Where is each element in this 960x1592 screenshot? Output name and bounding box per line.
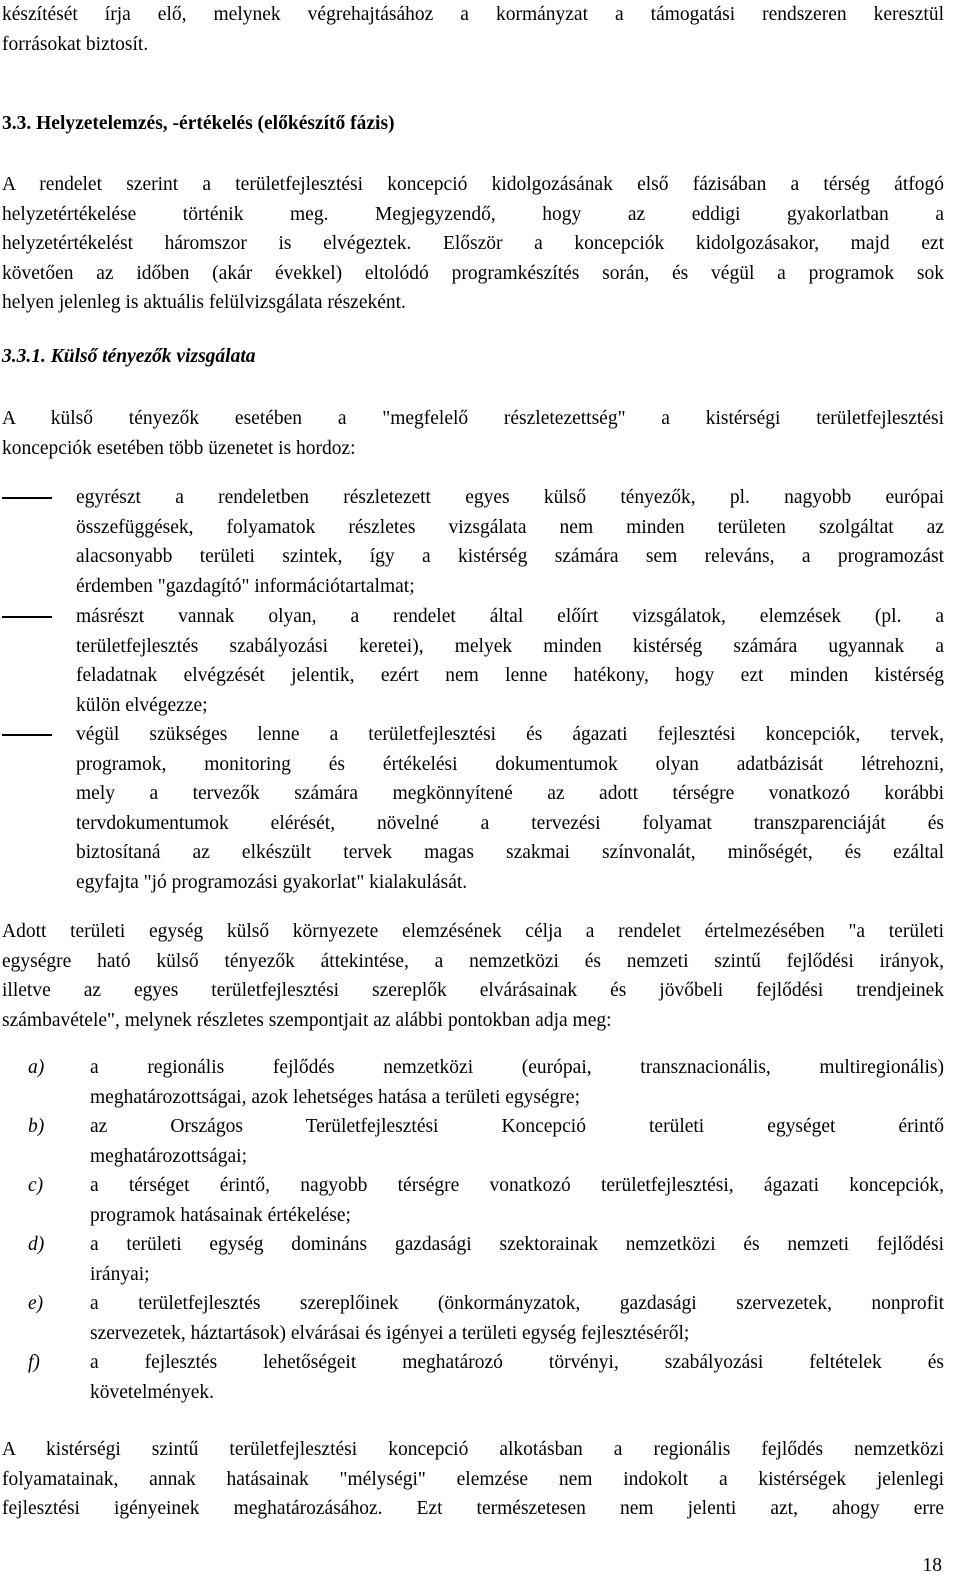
text-line: mely a tervezők számára megkönnyítené az adott térségre vonatkozó korábbi xyxy=(76,783,944,805)
text-line: helyzetértékelést háromszor is elvégeztek. Először a koncepciók kidolgozásakor, majd ezt xyxy=(2,233,944,255)
heading-text: 3.3.1. Külső tényezők vizsgálata xyxy=(2,346,256,367)
page-number: 18 xyxy=(922,1555,942,1576)
text-line: Adott területi egység külső környezete elemzésének célja a rendelet értelmezésében "a területi xyxy=(2,921,944,942)
text-line: tervdokumentumok elérését, növelné a tervezési folyamat transzparenciáját és xyxy=(76,812,944,834)
intro-paragraph xyxy=(2,0,944,59)
section-heading-3-3 xyxy=(2,109,944,139)
text-line: külön elvégezze; xyxy=(76,694,208,716)
text-line: meghatározottságai, azok lehetséges hatása a területi egységre; xyxy=(90,1086,580,1108)
list-marker: c) xyxy=(28,1175,44,1196)
text-line: követelmények. xyxy=(90,1381,214,1403)
list-marker: d) xyxy=(28,1234,45,1255)
text-line: az Országos Területfejlesztési Koncepció területi egységet érintő xyxy=(90,1116,944,1137)
text-line: folyamatainak, annak hatásainak "mélységi" elemzése nem indokolt a kistérségek jelenlegi xyxy=(2,1468,944,1490)
list-marker: f) xyxy=(28,1352,40,1373)
text-line: követően az időben (akár évekkel) eltolódó programkészítés során, és végül a programok sok xyxy=(2,262,944,284)
text-line: fejlesztési igényeinek meghatározásához. Ezt természetesen nem jelenti azt, ahogy erre xyxy=(2,1498,944,1520)
text-line: készítését írja elő, melynek végrehajtásához a kormányzat a támogatási rendszeren keresztül xyxy=(2,4,944,25)
text-line: meghatározottságai; xyxy=(90,1145,248,1167)
section-3-3-1-paragraph xyxy=(2,404,944,463)
list-item-text xyxy=(90,1053,944,1112)
list-marker: b) xyxy=(28,1116,45,1137)
text-line: számbavétele", melynek részletes szempontjait az alábbi pontokban adja meg: xyxy=(2,1009,612,1031)
text-line: biztosítaná az elkészült tervek magas szakmai színvonalát, minőségét, és ezáltal xyxy=(76,842,944,864)
text-line: feladatnak elvégzését jelentik, ezért nem lenne hatékony, hogy ezt minden kistérség xyxy=(76,665,944,687)
dash-bullet xyxy=(2,734,52,736)
text-line: A külső tényezők esetében a "megfelelő részletezettség" a kistérségi területfejlesztési xyxy=(2,408,944,429)
text-line: a térséget érintő, nagyobb térségre vonatkozó területfejlesztési, ágazati koncepciók, xyxy=(90,1175,944,1196)
list-marker: a) xyxy=(28,1057,45,1078)
list-item-text xyxy=(76,720,944,898)
section-3-3-paragraph xyxy=(2,170,944,318)
context-analysis-paragraph xyxy=(2,917,944,1035)
text-line: koncepciók esetében több üzenetet is hordoz: xyxy=(2,437,356,459)
text-line: A rendelet szerint a területfejlesztési koncepció kidolgozásának első fázisában a térség átfogó xyxy=(2,174,944,195)
text-line: összefüggések, folyamatok részletes vizsgálata nem minden területen szolgáltat az xyxy=(76,516,944,538)
heading-text: 3.3. Helyzetelemzés, -értékelés (előkészítő fázis) xyxy=(2,113,395,134)
text-line: a fejlesztés lehetőségeit meghatározó törvényi, szabályozási feltételek és xyxy=(90,1352,944,1373)
text-line: alacsonyabb területi szintek, így a kistérség számára sem releváns, a programozást xyxy=(76,546,944,568)
list-item-text xyxy=(90,1230,944,1289)
text-line: helyzetértékelése történik meg. Megjegyzendő, hogy az eddigi gyakorlatban a xyxy=(2,203,944,225)
text-line: a területfejlesztés szereplőinek (önkormányzatok, gazdasági szervezetek, nonprofit xyxy=(90,1293,944,1314)
text-line: programok, monitoring és értékelési dokumentumok olyan adatbázisát létrehozni, xyxy=(76,753,944,775)
subregion-paragraph xyxy=(2,1435,944,1524)
text-line: egyrészt a rendeletben részletezett egyes külső tényezők, pl. nagyobb európai xyxy=(76,487,944,508)
text-line: irányai; xyxy=(90,1263,150,1285)
list-item-text xyxy=(90,1348,944,1407)
text-line: másrészt vannak olyan, a rendelet által előírt vizsgálatok, elemzések (pl. a xyxy=(76,606,944,627)
text-line: egységre ható külső tényezők áttekintése, a nemzetközi és nemzeti szintű fejlődési irányok, xyxy=(2,950,944,972)
text-line: A kistérségi szintű területfejlesztési koncepció alkotásban a regionális fejlődés nemzetközi xyxy=(2,1439,944,1460)
text-line: programok hatásainak értékelése; xyxy=(90,1204,351,1226)
list-item-text xyxy=(90,1112,944,1171)
dash-bullet xyxy=(2,497,52,499)
dash-bullet xyxy=(2,616,52,618)
text-line: végül szükséges lenne a területfejlesztési és ágazati fejlesztési koncepciók, tervek, xyxy=(76,724,944,745)
list-marker: e) xyxy=(28,1293,44,1314)
text-line: forrásokat biztosít. xyxy=(2,33,149,55)
section-heading-3-3-1 xyxy=(2,342,944,372)
text-line: helyen jelenleg is aktuális felülvizsgálata részeként. xyxy=(2,292,406,314)
text-line: érdemben "gazdagító" információtartalmat; xyxy=(76,575,415,597)
text-line: területfejlesztés szabályozási keretei), melyek minden kistérség számára ugyannak a xyxy=(76,635,944,657)
text-line: illetve az egyes területfejlesztési szereplők elvárásainak és jövőbeli fejlődési trendjeinek xyxy=(2,980,944,1002)
text-line: a területi egység domináns gazdasági szektorainak nemzetközi és nemzeti fejlődési xyxy=(90,1234,944,1255)
list-item-text xyxy=(76,602,944,720)
text-line: szervezetek, háztartások) elvárásai és igényei a területi egység fejlesztéséről; xyxy=(90,1322,690,1344)
text-line: a regionális fejlődés nemzetközi (európai, transznacionális, multiregionális) xyxy=(90,1057,944,1078)
list-item-text xyxy=(76,483,944,601)
list-item-text xyxy=(90,1171,944,1230)
text-line: egyfajta "jó programozási gyakorlat" kialakulását. xyxy=(76,871,468,893)
list-item-text xyxy=(90,1289,944,1348)
